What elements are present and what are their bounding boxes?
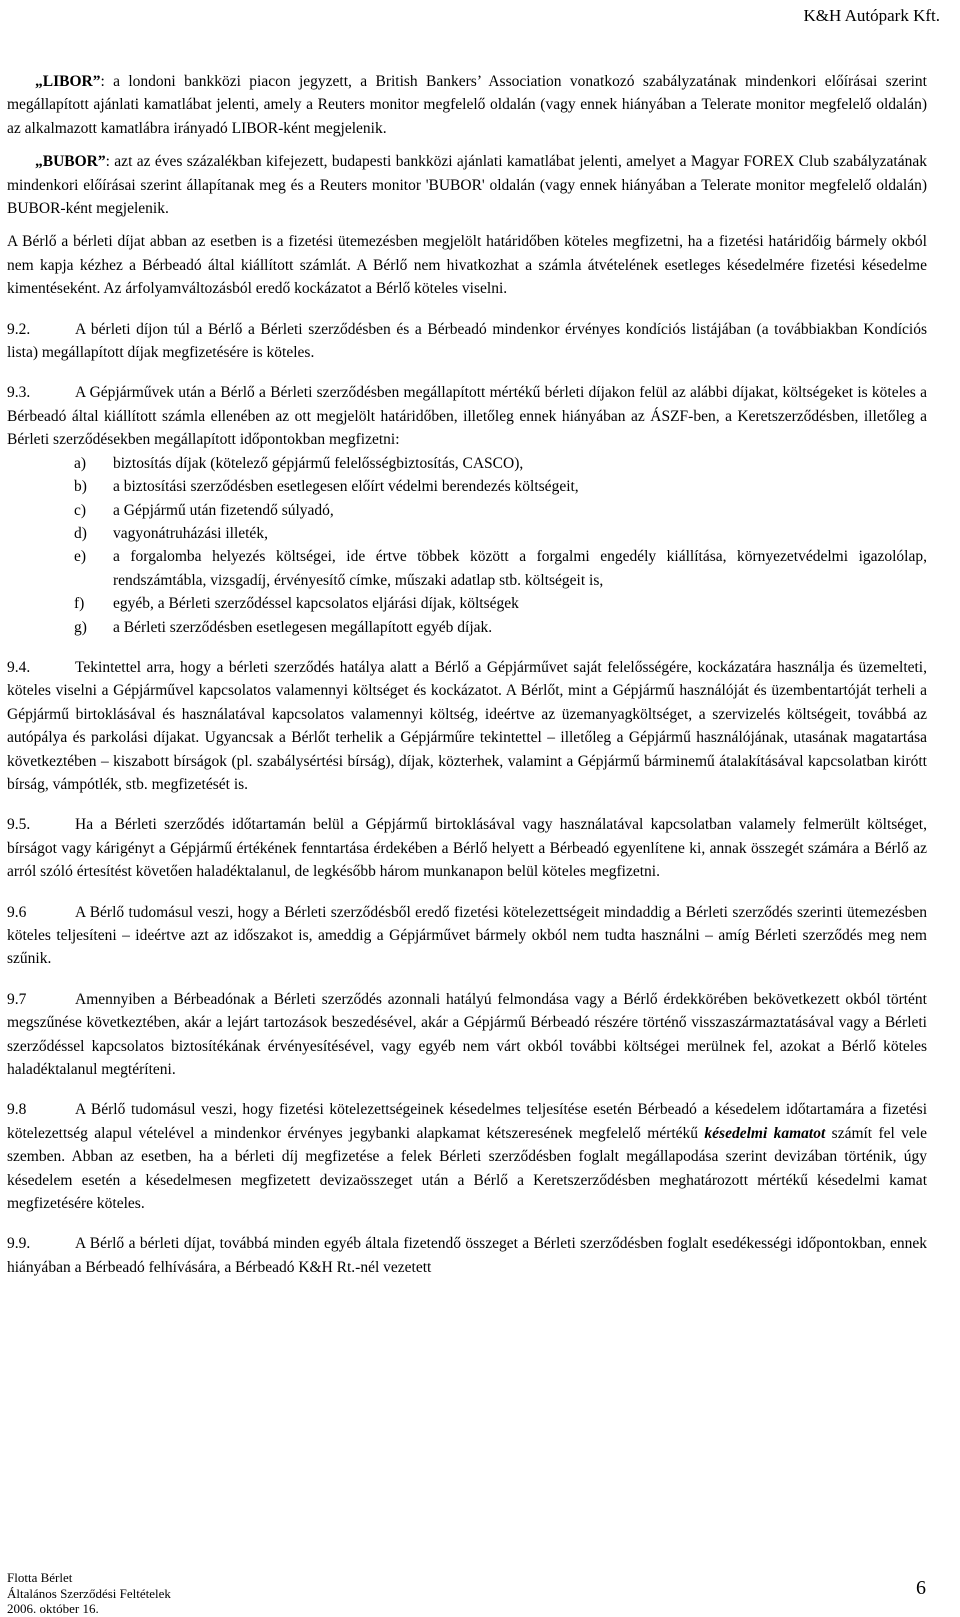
section-text-a: A Bérlő tudomásul veszi, hogy fizetési kötelezettségeinek késedelmes teljesítése esetén Bérbeadó a késedelem időtartamára a fizetési kötelezettség alapul vételével a mindenkor érvényes jegybanki alapkamat kétszeresének megfelelő mértékű — [7, 1101, 927, 1142]
section-text: A Gépjárművek után a Bérlő a Bérleti szerződésben megállapított mértékű bérleti díjakon felül az alábbi díjakat, költségeket is köteles a Bérbeadó által kiállított számla ellenében az ott megjelölt határidőben, illetőleg ennek hiányában az ÁSZF-ben, a Keretszerződésben, illetőleg a Bérleti szerződésekben megállapított időpontokban megfizetni: — [7, 384, 927, 449]
list-label: b) — [74, 478, 87, 496]
libor-definition — [7, 70, 927, 140]
list-item — [7, 616, 927, 639]
section-text: Ha a Bérleti szerződés időtartamán belül a Gépjármű birtoklásával vagy használatával kapcsolatban valamely felmerült költséget, bírságot vagy kárigényt a Gépjármű értékének fenntartása érdekében a Bérlő helyett a Bérbeadó egyenlítene ki, annak összegét számára a Bérlő az arról szóló értesítést követően haladéktalanul, de legkésőbb három munkanapon belül köteles megfizetni. — [7, 816, 927, 881]
intro-paragraph: A Bérlő a bérleti díjat abban az esetben is a fizetési ütemezésben megjelölt határidőben köteles megfizetni, ha a fizetési határidőig bármely okból nem kapja kézhez a Bérbeadó által kiállított számlát. A Bérlő nem hivatkozhat a számla átvételének esetleges késedelmére fizetési késedelme kimentéseként. Az árfolyamváltozásból eredő kockázatot a Bérlő köteles viselni. — [7, 233, 927, 298]
section-number: 9.6 — [7, 903, 27, 921]
section-9-6 — [7, 901, 927, 971]
list-item — [7, 545, 927, 592]
list-text: a biztosítási szerződésben esetlegesen előírt védelmi berendezés költségeit, — [113, 478, 579, 496]
list-item — [7, 592, 927, 615]
list-item — [7, 499, 927, 522]
list-item — [7, 452, 927, 475]
libor-text: : a londoni bankközi piacon jegyzett, a British Bankers’ Association vonatkozó szabályzatának mindenkori előírásai szerint megállapított ajánlati kamatlábat jelenti, amely a Reuters monitor megfelelő oldalán (vagy ennek hiányában a Telerate monitor megfelelő oldalán) az alkalmazott kamatlábra irányadó LIBOR-ként megjelenik. — [7, 73, 927, 137]
footer-line-2: Általános Szerződési Feltételek — [7, 1585, 171, 1601]
list-text: biztosítás díjak (kötelező gépjármű felelősségbiztosítás, CASCO), — [113, 454, 524, 472]
bubor-term: „BUBOR” — [35, 153, 106, 171]
section-9-8 — [7, 1098, 927, 1215]
section-9-5 — [7, 813, 927, 883]
footer-line-3: 2006. október 16. — [7, 1601, 99, 1616]
section-9-2 — [7, 318, 927, 365]
section-number: 9.8 — [7, 1101, 27, 1119]
footer-line-1: Flotta Bérlet — [7, 1570, 73, 1585]
list-label: g) — [74, 618, 87, 636]
list-text: egyéb, a Bérleti szerződéssel kapcsolatos eljárási díjak, költségek — [113, 595, 519, 613]
section-9-3 — [7, 381, 927, 451]
section-number: 9.9. — [7, 1235, 31, 1253]
bubor-text: : azt az éves százalékban kifejezett, budapesti bankközi ajánlati kamatlábat jelenti, amelyet a Magyar FOREX Club szabályzatának mindenkori előírásai szerint állapítanak meg és a Reuters monitor 'BUBOR' oldalán (vagy ennek hiányában a Telerate monitor megfelelő oldalán) BUBOR-ként megjelenik. — [7, 153, 927, 218]
section-text: Tekintettel arra, hogy a bérleti szerződés hatálya alatt a Bérlő a Gépjárművet saját felelősségére, kockázatára használja és üzemelteti, köteles viselni a Gépjárművel kapcsolatos valamennyi költséget és kockázatot. A Bérlőt, mint a Gépjármű használóját és üzembentartóját terheli a Gépjármű birtoklásával és használatával kapcsolatos valamennyi költség, ideértve az üzemanyagköltséget, a szervizelés költségeit, továbbá az autópálya és parkolási díjakat. Ugyancsak a Bérlőt terhelik a Gépjárműre tekintettel – illetőleg a Gépjármű használójának, utasának magatartása következtében – kiszabott bírságok (pl. szabálysértési bírság), díjak, közterhek, valamint a Gépjármű bárminemű átalakításával kapcsolatban kirótt bírság, vámpótlék, stb. megfizetését is. — [7, 658, 927, 793]
list-label: f) — [74, 595, 85, 613]
page-number: 6 — [916, 1577, 926, 1599]
late-interest-term: késedelmi kamatot — [704, 1124, 826, 1142]
footer — [7, 1570, 171, 1617]
list-item — [7, 475, 927, 498]
company-header: K&H Autópark Kft. — [803, 6, 940, 25]
section-text-b: számít fel vele szemben. Abban az esetben, ha a bérleti díj megfizetése a felek Bérleti szerződésben foglalt megállapodása szerint devizában történik, úgy késedelem esetén a késedelmesen megfizetett devizaösszeget után a Bérlő a Keretszerződésben meghatározott mértékű késedelmi kamat megfizetésére köteles. — [7, 1124, 927, 1213]
list-text: vagyonátruházási illeték, — [113, 524, 268, 542]
section-number: 9.3. — [7, 384, 31, 402]
bubor-definition — [7, 150, 927, 220]
list-label: e) — [74, 548, 87, 566]
list-item — [7, 522, 927, 545]
section-9-9 — [7, 1232, 927, 1279]
section-text: Amennyiben a Bérbeadónak a Bérleti szerződés azonnali hatályú felmondása vagy a Bérlő érdekkörében bekövetkezett okból történt megszűnése következtében, akár a lejárt tartozások beszedésével, akár a Gépjármű Bérbeadó részére történő visszaszármaztatásával vagy a Bérleti szerződéssel kapcsolatos biztosítékának érvényesítésével, vagy egyéb nem várt okból további költségei merülnek fel, azokat a Bérlő köteles haladéktalanul megtéríteni. — [7, 990, 927, 1079]
section-9-7 — [7, 988, 927, 1082]
document-body — [7, 70, 927, 1279]
section-number: 9.4. — [7, 658, 31, 676]
list-text: a Gépjármű után fizetendő súlyadó, — [113, 501, 334, 519]
list-text: a Bérleti szerződésben esetlegesen megállapított egyéb díjak. — [113, 618, 493, 636]
section-text: A bérleti díjon túl a Bérlő a Bérleti szerződésben és a Bérbeadó mindenkor érvényes kondíciós listájában (a továbbiakban Kondíciós lista) megállapított díjak megfizetésére is köteles. — [7, 320, 927, 362]
section-number: 9.2. — [7, 320, 31, 338]
section-text: A Bérlő tudomásul veszi, hogy a Bérleti szerződésből eredő fizetési kötelezettségeit mindaddig a Bérleti szerződés szerinti ütemezésben köteles teljesíteni – ideértve azt az időszakot is, ameddig a Gépjárművet bármely okból nem tudta használni – amíg Bérleti szerződés meg nem szűnik. — [7, 903, 927, 968]
section-number: 9.7 — [7, 990, 27, 1008]
list-text: a forgalomba helyezés költségei, ide értve többek között a forgalmi engedély kiállítása, környezetvédelmi igazolólap, rendszámtábla, vizsgadíj, érvényesítő címke, műszaki adatlap stb. költségeit is, — [113, 548, 927, 589]
list-label: d) — [74, 524, 87, 542]
section-9-4 — [7, 656, 927, 796]
fee-list — [7, 452, 927, 639]
section-text: A Bérlő a bérleti díjat, továbbá minden egyéb általa fizetendő összeget a Bérleti szerződésben foglalt esedékességi időpontokban, ennek hiányában a Bérbeadó felhívására, a Bérbeadó K&H Rt.-nél vezetett — [7, 1235, 927, 1276]
section-number: 9.5. — [7, 816, 31, 834]
list-label: c) — [74, 501, 87, 519]
list-label: a) — [74, 454, 87, 472]
libor-term: „LIBOR” — [35, 73, 101, 90]
